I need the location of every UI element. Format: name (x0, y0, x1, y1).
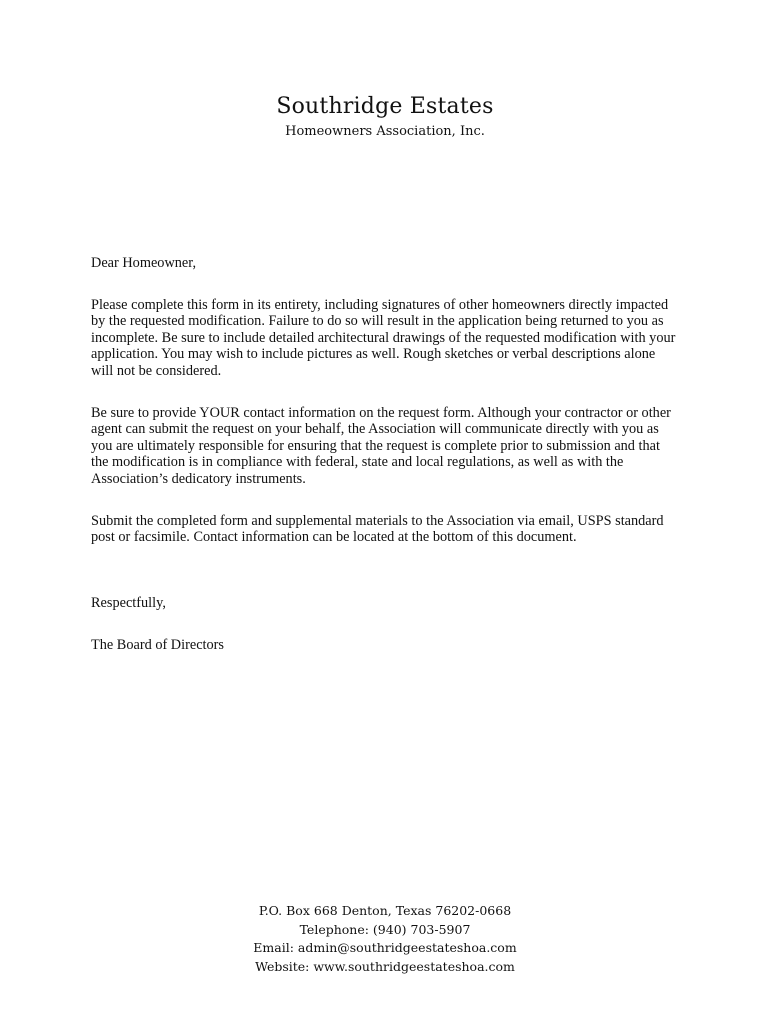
organization-name: Southridge Estates (276, 94, 494, 119)
footer-address: P.O. Box 668 Denton, Texas 76202-0668 (258, 903, 512, 918)
paragraph-contact-info: Be sure to provide YOUR contact information on the request form. Although your contractor or other agent can submit the request on your behalf, the Association will communicate directly with you as you are ultimately responsible for ensuring that the request is complete prior to submission and that the modification is in compliance with federal, state and local regulations, as well as with the Association’s dedicatory instruments. (91, 405, 671, 487)
footer-website: Website: www.southridgeestateshoa.com (255, 958, 515, 974)
paragraph-submission: Submit the completed form and supplemental materials to the Association via email, USPS standard post or facsimile. Contact information can be located at the bottom of this document. (91, 513, 664, 546)
signature: The Board of Directors (91, 637, 224, 653)
letterhead (0, 92, 770, 141)
organization-subtitle: Homeowners Association, Inc. (285, 124, 485, 139)
footer-telephone: Telephone: (940) 703-5907 (299, 921, 471, 937)
closing: Respectfully, (91, 595, 166, 611)
greeting: Dear Homeowner, (91, 255, 197, 271)
paragraph-instructions: Please complete this form in its entirety, including signatures of other homeowners directly impacted by the requested modification. Failure to do so will result in the application being returned to you as incomplete. Be sure to include detailed architectural drawings of the requested modification with your application. You may wish to include pictures as well. Rough sketches or verbal descriptions alone will not be considered. (91, 297, 676, 379)
contact-footer (0, 902, 770, 976)
footer-email: Email: admin@southridgeestateshoa.com (253, 940, 517, 955)
